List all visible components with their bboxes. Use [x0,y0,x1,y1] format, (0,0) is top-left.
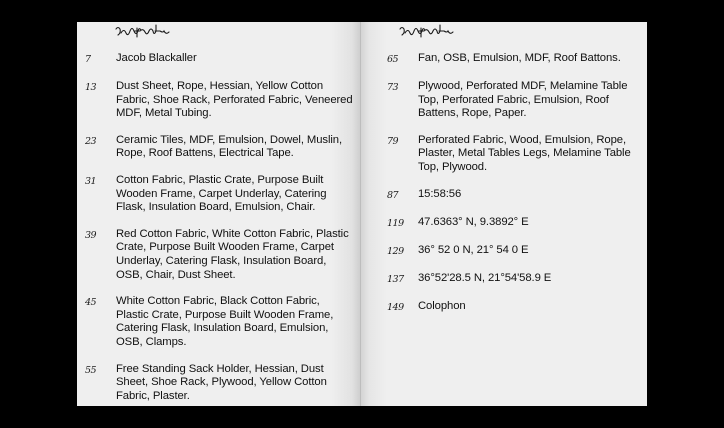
page-number: 39 [85,229,97,241]
page-number: 23 [85,135,97,147]
contents-list-right [387,52,645,328]
page-number: 87 [387,189,399,201]
page-number: 119 [387,217,404,229]
contents-entry [85,80,353,121]
entry-text: Perforated Fabric, Wood, Emulsion, Rope, Plaster, Metal Tables Legs, Melamine Table Top, Plywood. [418,133,631,173]
contents-entry [85,174,353,215]
entry-text: Colophon [418,299,466,312]
entry-text: 47.6363° N, 9.3892° E [418,215,529,228]
entry-text: Red Cotton Fabric, White Cotton Fabric, Plastic Crate, Purpose Built Wooden Frame, Carpet Underlay, Catering Flask, Insulation Board, OSB, Chair, Dust Sheet. [116,227,349,281]
entry-text: 36°52'28.5 N, 21°54'58.9 E [418,271,552,284]
page-number: 149 [387,301,404,313]
page-number: 79 [387,135,399,147]
contents-entry [85,228,353,282]
entry-text: 15:58:56 [418,187,462,200]
page-number: 65 [387,54,399,65]
entry-text: Fan, OSB, Emulsion, MDF, Roof Battons. [418,52,621,64]
handwritten-contents-glyph [399,24,455,40]
contents-entry [85,295,353,349]
entry-text: Free Standing Sack Holder, Hessian, Dust Sheet, Shoe Rack, Plywood, Yellow Cotton Fabric, Plaster. [116,362,327,402]
page-number: 13 [85,82,97,93]
entry-text: Ceramic Tiles, MDF, Emulsion, Dowel, Muslin, Rope, Roof Battens, Electrical Tape. [116,133,342,160]
contents-entry [387,244,645,259]
contents-entry [387,80,645,121]
contents-entry [85,134,353,161]
entry-text: Dust Sheet, Rope, Hessian, Yellow Cotton Fabric, Shoe Rack, Perforated Fabric, Veneered MDF, Metal Tubing. [116,80,353,120]
contents-entry [387,188,645,203]
page-number: 45 [85,297,97,309]
page-number: 7 [85,54,91,65]
contents-entry [387,52,645,67]
entry-text: White Cotton Fabric, Black Cotton Fabric, Plastic Crate, Purpose Built Wooden Frame, Catering Flask, Insulation Board, Emulsion, OSB, Clamps. [116,295,334,348]
entry-text: Plywood, Perforated MDF, Melamine Table Top, Perforated Fabric, Emulsion, Roof Battens, Rope, Paper. [418,80,628,120]
book-spread [77,22,647,406]
handwritten-contents-glyph [115,24,171,40]
contents-entry [85,363,353,404]
contents-entry [85,52,353,67]
contents-heading-script [399,24,455,42]
contents-entry [387,134,645,175]
contents-list-left [85,52,353,406]
page-number: 129 [387,245,404,257]
right-page [361,22,647,406]
left-page [77,22,360,406]
contents-entry [387,216,645,231]
contents-entry [387,300,645,315]
contents-entry [387,272,645,287]
entry-text: Cotton Fabric, Plastic Crate, Purpose Built Wooden Frame, Carpet Underlay, Catering Flask, Insulation Board, Emulsion, Chair. [116,173,327,214]
contents-heading-script [115,24,171,42]
page-number: 31 [85,175,97,187]
page-number: 137 [387,273,404,285]
entry-text: 36° 52 0 N, 21° 54 0 E [418,243,529,256]
entry-text: Jacob Blackaller [116,52,197,64]
page-number: 55 [85,364,97,376]
page-number: 73 [387,82,399,93]
